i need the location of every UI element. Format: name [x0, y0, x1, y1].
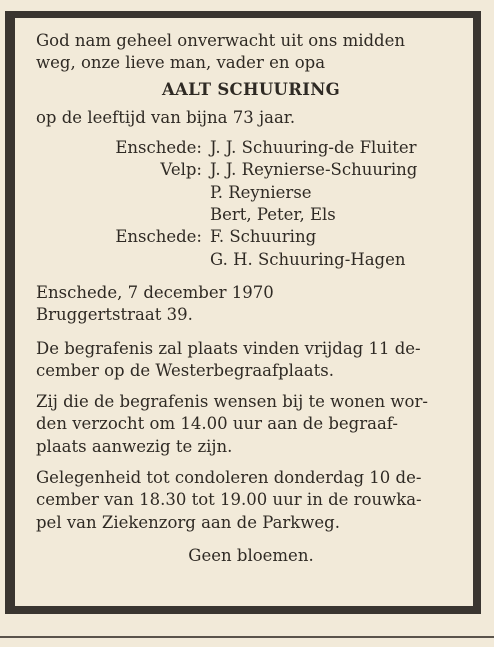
intro-line-2: weg, onze lieve man, vader en opa	[36, 53, 326, 73]
attendance-line-1: Zij die de begrafenis wensen bij te wonen wor-	[36, 392, 428, 412]
border-bottom	[5, 606, 481, 614]
funeral-line-2: cember op de Westerbegraafplaats.	[36, 360, 334, 380]
intro-line-1: God nam geheel onverwacht uit ons midden	[36, 31, 406, 50]
place-date: Enschede, 7 december 1970	[36, 282, 274, 302]
address: Bruggertstraat 39.	[36, 305, 193, 325]
relative-name: J. J. Schuuring-de Fluiter	[210, 138, 417, 158]
relative-name: J. J. Reynierse-Schuuring	[210, 160, 418, 180]
border-right	[473, 11, 481, 611]
relative-name: P. Reynierse	[210, 182, 312, 202]
relative-name: Bert, Peter, Els	[210, 205, 336, 225]
relatives-list	[36, 137, 466, 271]
deceased-name: AALT SCHUURING	[161, 79, 341, 99]
funeral-line-1: De begrafenis zal plaats vinden vrijdag 11 de-	[36, 338, 421, 358]
page-divider	[0, 636, 494, 638]
relative-place: Enschede:	[115, 227, 202, 247]
age-line: op de leeftijd van bijna 73 jaar.	[36, 107, 296, 127]
relative-name: F. Schuuring	[210, 227, 317, 247]
condolence-line-1: Gelegenheid tot condoleren donderdag 10 de-	[36, 468, 422, 488]
condolence-line-2: cember van 18.30 tot 19.00 uur in de rouwka-	[36, 490, 422, 510]
condolence-line-3: pel van Ziekenzorg aan de Parkweg.	[36, 512, 340, 532]
attendance-line-3: plaats aanwezig te zijn.	[36, 436, 233, 456]
relative-place: Enschede:	[115, 138, 202, 158]
closing-note: Geen bloemen.	[188, 545, 314, 565]
border-top	[10, 11, 480, 18]
border-left	[5, 11, 15, 611]
obituary-notice	[36, 30, 466, 567]
attendance-line-2: den verzocht om 14.00 uur aan de begraaf-	[36, 414, 398, 434]
relative-place: Velp:	[160, 160, 202, 180]
relative-name: G. H. Schuuring-Hagen	[210, 249, 406, 269]
